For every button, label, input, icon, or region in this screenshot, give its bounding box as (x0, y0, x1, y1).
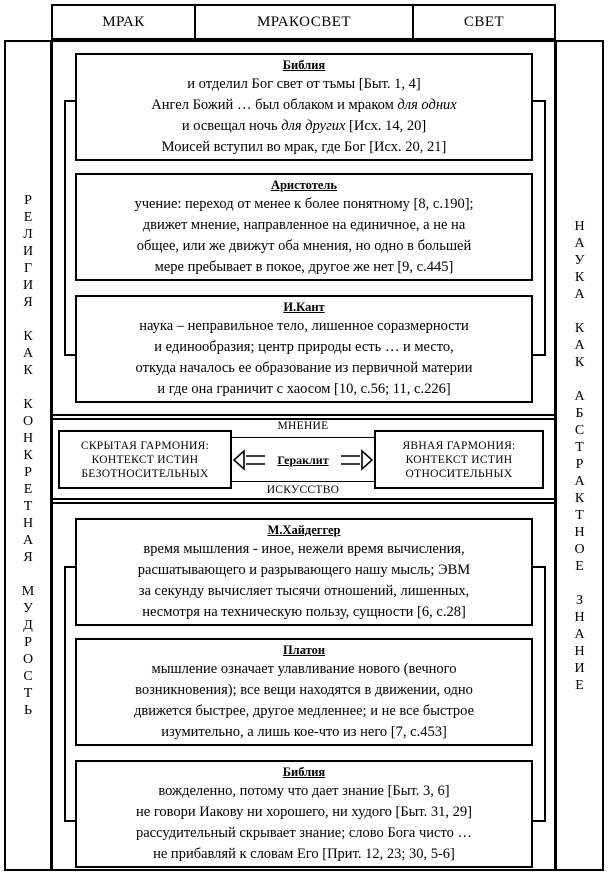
card-title: И.Кант (283, 300, 325, 314)
label-heraclitus: Гераклит (277, 453, 329, 467)
column-letter: Я (23, 550, 33, 565)
card-title: Библия (282, 765, 326, 779)
header-svet: СВЕТ (463, 13, 505, 30)
column-letter: А (574, 388, 585, 404)
card-bible-bottom (75, 760, 533, 868)
column-letter: И (22, 244, 34, 259)
column-letter: Ь (23, 703, 33, 718)
column-letter: З (575, 592, 583, 608)
column-letter: А (22, 346, 34, 361)
column-letter: Е (23, 482, 33, 497)
column-letter: О (22, 652, 34, 667)
card-line: мере пребывает в покое, другое же нет [9, с.445] (154, 259, 454, 275)
column-letter: К (574, 490, 585, 506)
right-bracket-tick (532, 354, 546, 356)
right-bracket (544, 100, 546, 356)
middle-line (230, 481, 376, 482)
left-column-text (6, 42, 50, 869)
column-letter: Д (23, 618, 33, 633)
card-line: за секунду вычисляет тысячи отношений, лишенных, (138, 583, 470, 599)
column-letter: Т (575, 507, 584, 523)
box-line: КОНТЕКСТ ИСТИН (405, 453, 513, 466)
card-line: и отделил Бог свет от тьмы [Быт. 1, 4] (187, 76, 421, 92)
box-line: БЕЗОТНОСИТЕЛЬНЫХ (81, 467, 209, 480)
card-line: Ангел Божий … был облаком и мраком для одних (151, 97, 457, 113)
card-body (83, 781, 525, 865)
left-bracket (64, 100, 66, 356)
label-iskusstvo: ИСКУССТВО (266, 484, 340, 496)
card-body (83, 194, 525, 278)
column-letter: А (574, 337, 585, 353)
column-letter: Н (22, 516, 34, 531)
card-line: рассудительный скрывает знание; слово Бога чисто … (136, 825, 472, 841)
column-letter: У (23, 601, 33, 616)
card-title: Библия (282, 58, 326, 72)
card-body (83, 316, 525, 400)
column-letter: О (574, 541, 585, 557)
column-letter: Е (575, 677, 584, 693)
column-letter: Р (24, 635, 32, 650)
column-letter: Е (575, 558, 584, 574)
card-title: М.Хайдеггер (267, 523, 341, 537)
card-body (83, 74, 525, 158)
column-letter: Я (23, 295, 33, 310)
right-bracket-tick (532, 566, 546, 568)
card-body (83, 659, 525, 743)
box-line: СКРЫТАЯ ГАРМОНИЯ: (80, 439, 210, 452)
column-letter: Н (574, 609, 585, 625)
card-line: несмотря на техническую пользу, сущности [6, с.28] (142, 604, 466, 620)
column-letter: Л (23, 227, 33, 242)
card-line: Моисей вступил во мрак, где Бог [Исх. 20, 21] (161, 139, 447, 155)
right-bracket-tick (532, 820, 546, 822)
card-plato (75, 638, 533, 746)
column-letter: К (23, 448, 33, 463)
middle-line (230, 437, 376, 438)
column-letter: Р (575, 456, 584, 472)
card-line: не прибавляй к словам Его [Прит. 12, 23; 30, 5-6] (153, 846, 455, 862)
column-letter: Т (23, 686, 33, 701)
column-letter: Н (574, 218, 585, 234)
card-aristotle (75, 173, 533, 281)
column-letter: И (574, 660, 585, 676)
column-letter: Е (23, 210, 33, 225)
card-line: изумительно, а лишь кое-что из него [7, с.453] (161, 724, 447, 740)
card-line: откуда началось ее образование из первичной материи (135, 360, 473, 376)
column-letter: Г (23, 261, 33, 276)
card-line: наука – неправильное тело, лишенное соразмерности (139, 318, 469, 334)
column-letter: Р (24, 193, 32, 208)
left-bracket (64, 566, 66, 822)
column-letter: А (574, 286, 585, 302)
card-line: мышление означает улавливание нового (вечного (151, 661, 457, 677)
card-line: возникновения); все вещи находятся в движении, одно (135, 682, 473, 698)
column-letter: У (574, 252, 585, 268)
section-divider (51, 414, 556, 416)
box-line: ЯВНАЯ ГАРМОНИЯ: (402, 439, 516, 452)
column-letter: Т (575, 439, 584, 455)
column-letter: М (21, 584, 35, 599)
card-line: общее, или же движут оба мнения, но одно в большей (136, 238, 472, 254)
box-line: ОТНОСИТЕЛЬНЫХ (405, 467, 513, 480)
header-mrak: МРАК (102, 13, 145, 30)
right-column-text (557, 42, 602, 869)
card-line: и освещал ночь для других [Исх. 14, 20] (181, 118, 427, 134)
column-letter: Н (22, 431, 34, 446)
right-bracket (544, 566, 546, 822)
card-line: движется быстрее, другое медленнее; и не все быстрое (133, 703, 475, 719)
right-bracket-tick (532, 100, 546, 102)
column-letter: К (23, 329, 33, 344)
header-mrakosvet: МРАКОСВЕТ (256, 13, 352, 30)
card-line: и где она граничит с хаосом [10, с.56; 11, с.226] (157, 381, 451, 397)
column-letter: Б (575, 405, 584, 421)
card-line: не говори Иакову ни хорошего, ни худого [Быт. 31, 29] (136, 804, 472, 820)
card-line: движет мнение, направленное на единичное, а не на (142, 217, 466, 233)
column-letter: Р (24, 465, 32, 480)
column-letter: А (22, 533, 34, 548)
column-letter: К (23, 363, 33, 378)
column-letter: Н (574, 643, 585, 659)
explicit-harmony-box (374, 430, 544, 489)
box-line: КОНТЕКСТ ИСТИН (91, 453, 199, 466)
card-title: Платон (282, 643, 326, 657)
card-line: время мышления - иное, нежели время вычисления, (143, 541, 465, 557)
left-double-arrow-icon (234, 451, 265, 469)
column-letter: Н (574, 524, 585, 540)
card-line: вожделенно, потому что дает знание [Быт. 3, 6] (158, 783, 450, 799)
column-letter: К (23, 397, 33, 412)
column-letter: С (574, 422, 585, 438)
card-title: Аристотель (270, 178, 338, 192)
label-mnenie: МНЕНИЕ (277, 420, 329, 432)
column-letter: О (22, 414, 34, 429)
card-bible-top (75, 53, 533, 161)
column-letter: Т (23, 499, 33, 514)
card-kant (75, 295, 533, 403)
column-letter: А (574, 473, 585, 489)
card-line: и единообразия; центр природы есть … и место, (154, 339, 454, 355)
card-line: расшатывающего и разрывающего нашу мысль; ЭВМ (137, 562, 471, 578)
column-letter: А (574, 626, 585, 642)
column-letter: К (574, 354, 585, 370)
column-letter: К (574, 320, 585, 336)
card-body (83, 539, 525, 623)
column-letter: А (574, 235, 585, 251)
section-divider (51, 502, 556, 504)
right-double-arrow-icon (341, 451, 372, 469)
column-letter: И (22, 278, 34, 293)
hidden-harmony-box (58, 430, 232, 489)
card-heidegger (75, 518, 533, 626)
card-line: учение: переход от менее к более понятному [8, с.190]; (134, 196, 474, 212)
column-letter: К (574, 269, 585, 285)
column-letter: С (23, 669, 33, 684)
